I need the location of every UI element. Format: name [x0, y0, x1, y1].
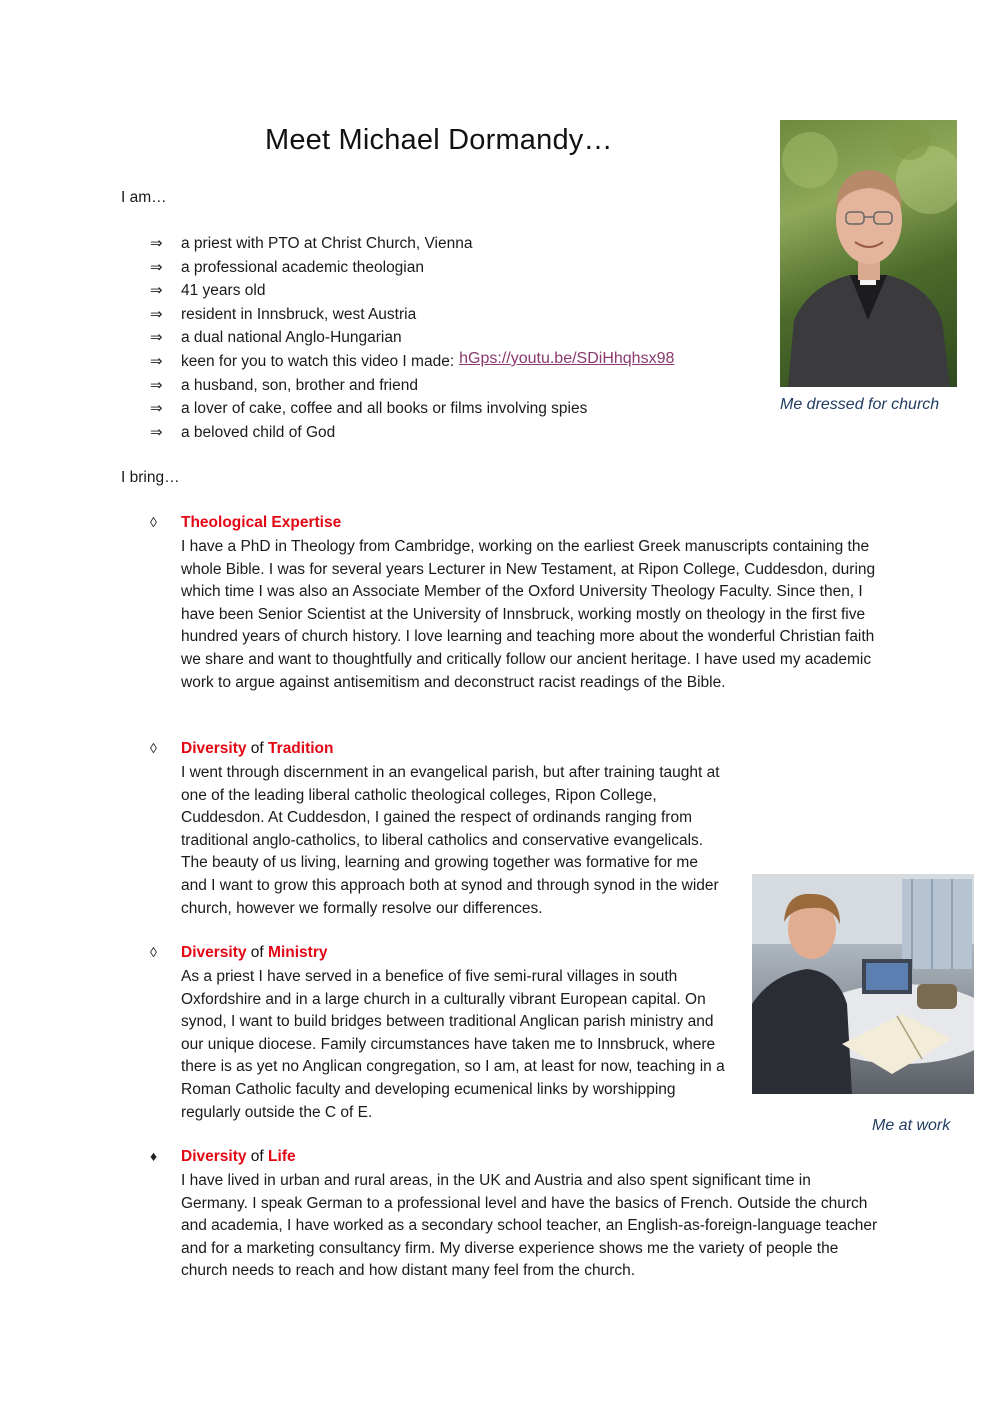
diamond-outline-icon: ◊	[150, 944, 157, 960]
list-item	[150, 281, 674, 305]
list-item-text: a priest with PTO at Christ Church, Vienna	[181, 235, 473, 252]
diamond-outline-icon: ◊	[150, 740, 157, 756]
diamond-outline-icon: ◊	[150, 514, 157, 530]
section-body	[181, 1170, 881, 1283]
section-diversity-of-life	[150, 1148, 880, 1283]
portrait-illustration	[780, 120, 957, 387]
list-item	[150, 234, 674, 258]
section-heading	[150, 740, 880, 762]
list-item-text: a dual national Anglo-Hungarian	[181, 329, 402, 347]
heading-text-a: Diversity	[181, 1148, 247, 1165]
i-bring-lead: I bring…	[121, 469, 180, 486]
i-am-list	[150, 234, 674, 446]
section-body	[181, 536, 880, 694]
list-item-text: resident in Innsbruck, west Austria	[181, 305, 417, 323]
diamond-filled-icon: ♦	[150, 1148, 158, 1164]
section-heading	[150, 514, 880, 536]
arrow-icon: ⇒	[150, 282, 163, 300]
section-body	[181, 966, 731, 1124]
heading-text-a: Diversity	[181, 740, 247, 757]
heading-of: of	[250, 740, 264, 757]
heading-text-b: Tradition	[268, 740, 334, 757]
section-body-text: I went through discernment in an evangelical parish, but after training taught at one of the leading liberal catholic theological colleges, Ripon College, Cuddesdon. At Cuddesdon, I gained the respect of ordinands ranging from traditional anglo-catholics, to liberal catholics and conservative evangelicals. The beauty of us living, learning and growing together was formative for me and I want to grow this approach both at synod and through synod in the wider church, however we formally resolve our differences.	[181, 764, 720, 917]
list-item	[150, 376, 674, 400]
heading-text-b: Ministry	[268, 944, 328, 961]
church-photo-caption: Me dressed for church	[780, 396, 940, 413]
arrow-icon: ⇒	[150, 423, 163, 441]
list-item-text: a lover of cake, coffee and all books or films involving spies	[181, 400, 588, 418]
list-item-text: keen for you to watch this video I made:	[181, 352, 455, 370]
heading-text-a: Diversity	[181, 944, 247, 961]
list-item-text: a husband, son, brother and friend	[181, 376, 418, 394]
list-item	[150, 258, 674, 282]
heading-text: Theological Expertise	[181, 514, 342, 531]
arrow-icon: ⇒	[150, 305, 163, 323]
work-photo	[752, 874, 974, 1094]
heading-of: of	[250, 944, 264, 961]
heading-text-b: Life	[268, 1148, 296, 1165]
i-am-lead: I am…	[121, 189, 167, 206]
list-item-text: a professional academic theologian	[181, 258, 424, 276]
arrow-icon: ⇒	[150, 352, 163, 370]
list-item-text: a beloved child of God	[181, 423, 336, 441]
list-item	[150, 423, 674, 447]
page-title: Meet Michael Dormandy…	[265, 124, 613, 156]
section-body-text: I have lived in urban and rural areas, in the UK and Austria and also spent significant time in Germany. I speak German to a professional level and have the basics of French. Outside the church and academia, I have worked as a secondary school teacher, an English-as-foreign-language teacher and for a marketing consultancy firm. My diverse experience shows me the variety of people the church needs to reach and how distant many feel from the church.	[181, 1172, 878, 1280]
list-item	[150, 305, 674, 329]
arrow-icon: ⇒	[150, 400, 163, 418]
list-item	[150, 399, 674, 423]
section-theological-expertise	[150, 514, 880, 694]
heading-of: of	[250, 1148, 264, 1165]
section-body-text: As a priest I have served in a benefice of five semi-rural villages in south Oxfordshire and in a large church in a culturally vibrant European capital. On synod, I want to build bridges between traditional Anglican parish ministry and our unique diocese. Family circumstances have taken me to Innsbruck, where there is as yet no Anglican congregation, so I am, at least for now, teaching in a Roman Catholic faculty and developing ecumenical links by worshipping regularly outside the C of E.	[181, 968, 725, 1121]
list-item-text: 41 years old	[181, 282, 266, 300]
video-link[interactable]: hGps://youtu.be/SDiHhqhsx98	[459, 349, 675, 367]
arrow-icon: ⇒	[150, 376, 163, 394]
arrow-icon: ⇒	[150, 235, 163, 252]
section-body	[181, 762, 721, 920]
church-photo	[780, 120, 957, 387]
section-body-text: I have a PhD in Theology from Cambridge, working on the earliest Greek manuscripts containing the whole Bible. I was for several years Lecturer in New Testament, at Ripon College, Cuddesdon, during which time I was also an Associate Member of the Oxford University Theology Faculty. Since then, I have been Senior Scientist at the University of Innsbruck, working mostly on theology in the first five hundred years of church history. I love learning and teaching more about the wonderful Christian faith we share and want to thoughtfully and critically follow our ancient heritage. I have used my academic work to argue against antisemitism and deconstruct racist readings of the Bible.	[181, 538, 876, 691]
list-item	[150, 349, 675, 376]
section-heading	[150, 1148, 880, 1170]
work-illustration	[752, 874, 974, 1094]
arrow-icon: ⇒	[150, 258, 163, 276]
arrow-icon: ⇒	[150, 329, 163, 347]
work-photo-caption: Me at work	[872, 1117, 951, 1134]
